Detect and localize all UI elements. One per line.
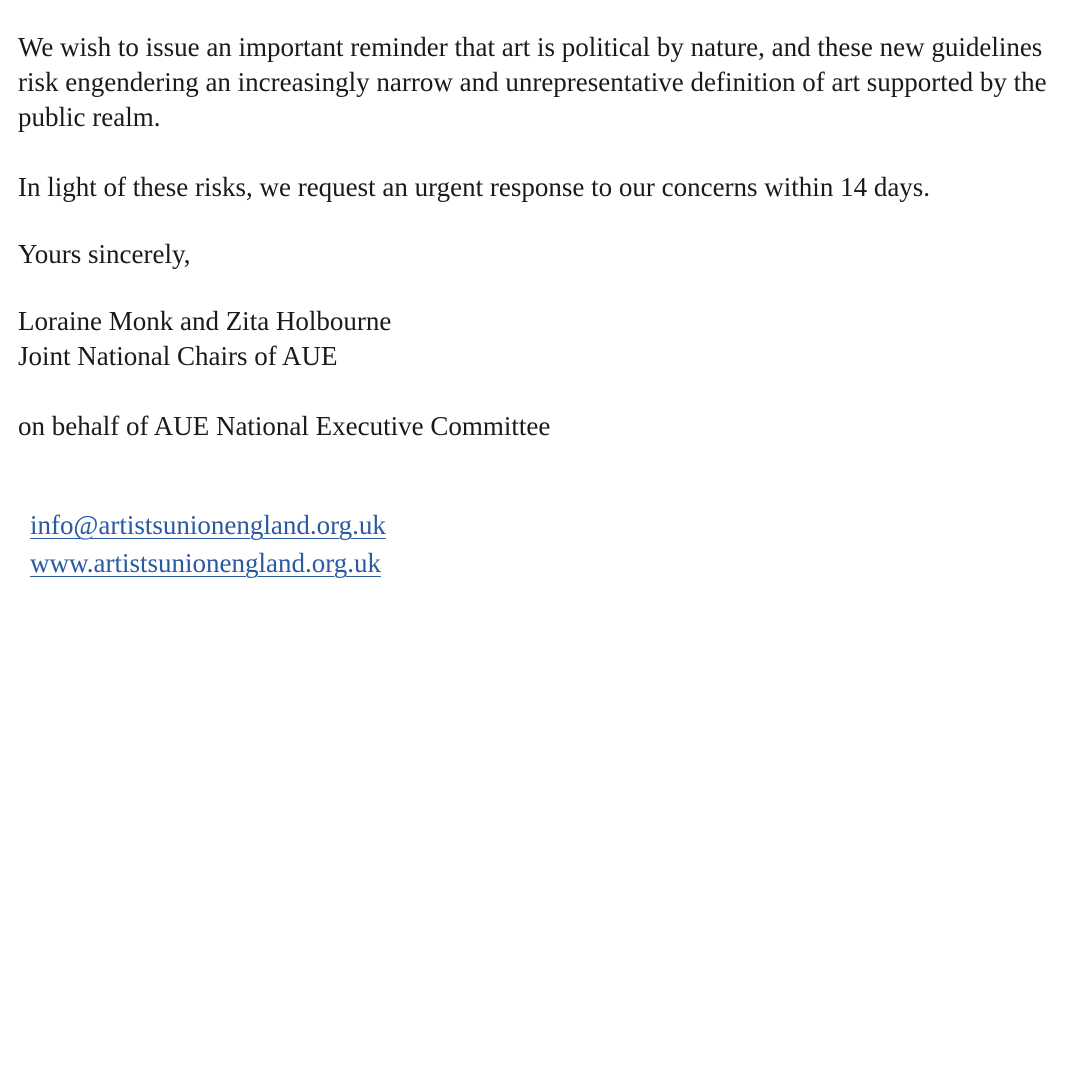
on-behalf-line: on behalf of AUE National Executive Committee xyxy=(18,411,551,441)
website-link[interactable]: www.artistsunionengland.org.uk xyxy=(30,548,381,578)
signatories-block xyxy=(18,304,1060,374)
signatory-title: Joint National Chairs of AUE xyxy=(18,341,338,371)
contact-links xyxy=(18,506,1060,582)
email-link[interactable]: info@artistsunionengland.org.uk xyxy=(30,510,386,540)
paragraph-reminder: We wish to issue an important reminder that art is political by nature, and these new guidelines risk engendering an increasingly narrow and unrepresentative definition of art supported by the public realm. xyxy=(18,32,1047,132)
signatory-names: Loraine Monk and Zita Holbourne xyxy=(18,306,392,336)
paragraph-request: In light of these risks, we request an urgent response to our concerns within 14 days. xyxy=(18,172,931,202)
closing-salutation: Yours sincerely, xyxy=(18,239,191,269)
